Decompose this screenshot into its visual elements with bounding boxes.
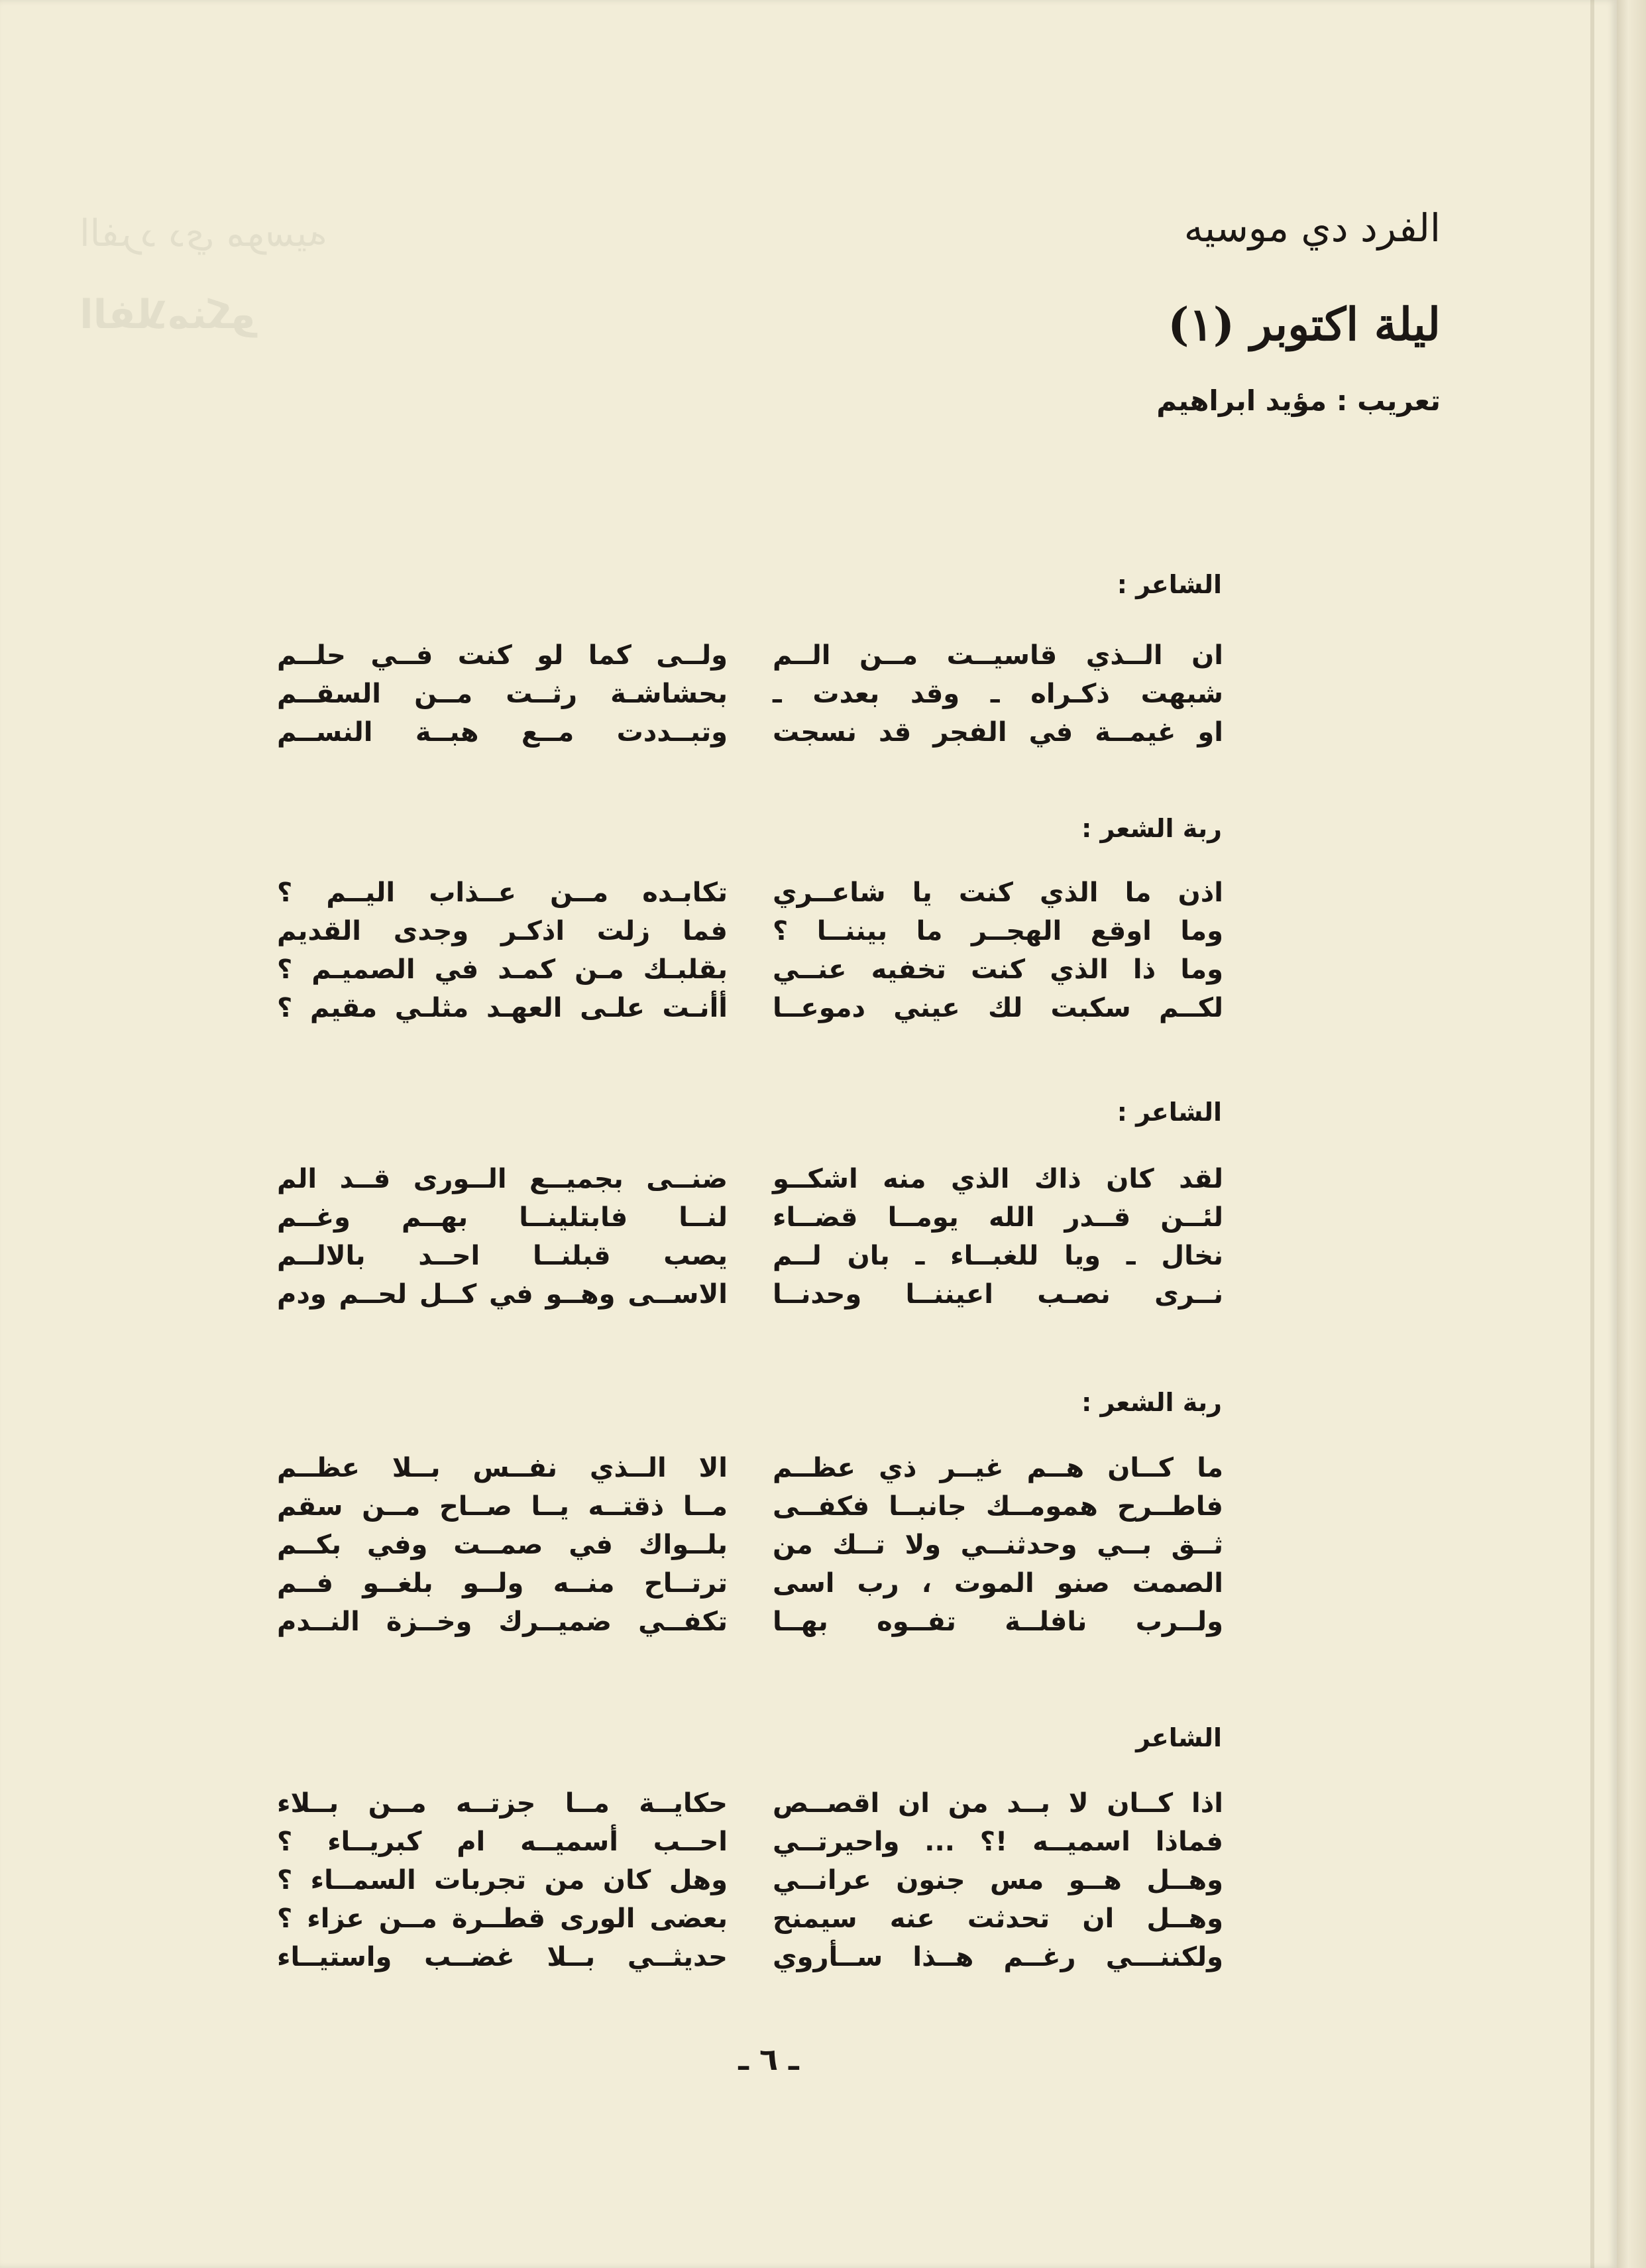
page-edge-line xyxy=(1590,0,1594,2268)
speaker-label: ربة الشعر : xyxy=(1081,1388,1222,1417)
verse-line: وتبــددت مــع هبــة النســم xyxy=(277,717,728,748)
poem-author: الفرد دي موسيه xyxy=(1183,205,1441,251)
verse-line: ثــق بــي وحدثنــي ولا تــك من xyxy=(773,1530,1223,1560)
stanza-right xyxy=(773,1784,1223,1976)
stanza-left xyxy=(277,636,728,752)
translator-credit: تعريب : مؤيد ابراهيم xyxy=(1156,384,1441,417)
verse-line: او غيمــة في الفجر قد نسجت xyxy=(773,717,1223,748)
verse-line: تكابـده مــن عــذاب اليــم ؟ xyxy=(277,878,728,908)
verse-line: ضنــى بجميــع الــورى قــد الم xyxy=(277,1164,728,1194)
verse-line: فما زلت اذكـر وجدى القديم xyxy=(277,916,728,946)
stanza-right xyxy=(773,874,1223,1027)
speaker-label: الشاعر : xyxy=(1117,570,1222,599)
page-number: ـ ٦ ـ xyxy=(738,2041,799,2077)
verse-line: اذن ما الذي كنت يا شاعــري xyxy=(773,878,1223,908)
verse-line: يصب قبلنــا احــد بالالــم xyxy=(277,1241,728,1271)
verse-line: لقد كان ذاك الذي منه اشكــو xyxy=(773,1164,1223,1194)
speaker-label: الشاعر : xyxy=(1117,1098,1222,1127)
verse-line: وما اوقع الهجــر ما بيننــا ؟ xyxy=(773,916,1223,946)
stanza-right xyxy=(773,1160,1223,1314)
stanza-left xyxy=(277,1160,728,1314)
verse-line: ولــى كما لو كنت فــي حلــم xyxy=(277,640,728,671)
speaker-label: ربة الشعر : xyxy=(1081,814,1222,843)
verse-line: بلــواك في صمــت وفي بكــم xyxy=(277,1530,728,1560)
verse-line: لنــا فابتلينــا بهــم وغــم xyxy=(277,1202,728,1233)
stanza-left xyxy=(277,1784,728,1976)
verse-line: حديثــي بــلا غضــب واستيــاء xyxy=(277,1942,728,1972)
verse-line: الا الــذي نفــس بــلا عظــم xyxy=(277,1453,728,1483)
verse-line: الصمت صنو الموت ، رب اسى xyxy=(773,1568,1223,1599)
verse-line: مــا ذقتــه يــا صــاح مــن سقم xyxy=(277,1491,728,1522)
stanza-left xyxy=(277,1449,728,1641)
verse-line: بقلبـك مـن كمـد في الصميـم ؟ xyxy=(277,954,728,985)
poem-title: ليلة اكتوبر (١) xyxy=(1168,298,1441,351)
verse-line: ترتــاح منــه ولــو بلغــو فــم xyxy=(277,1568,728,1599)
page-edge-stack xyxy=(1617,0,1646,2268)
verse-line: ولــرب نافلــة تفــوه بهــا xyxy=(773,1607,1223,1637)
verse-line: شبهت ذكـراه ـ وقد بعدت ـ xyxy=(773,679,1223,709)
verse-line: نــرى نصـب اعيننــا وحدنــا xyxy=(773,1279,1223,1310)
verse-line: لكــم سكبت لك عيني دموعــا xyxy=(773,993,1223,1023)
verse-line: حكايــة مــا جزتــه مــن بــلاء xyxy=(277,1788,728,1819)
verse-line: وهــل هــو مس جنون عرانــي xyxy=(773,1865,1223,1896)
bleed-through-author: الفرد دي موسيه xyxy=(80,212,327,255)
verse-line: لئــن قــدر الله يومــا قضــاء xyxy=(773,1202,1223,1233)
verse-line: بحشاشـة رثــت مــن السقــم xyxy=(277,679,728,709)
verse-line: وهل كان من تجربات السمــاء ؟ xyxy=(277,1865,728,1896)
bleed-through-title: الفلامنكو xyxy=(80,292,256,338)
speaker-label: الشاعر xyxy=(1136,1723,1222,1752)
verse-line: تكفــي ضميــرك وخــزة النــدم xyxy=(277,1607,728,1637)
verse-line: اذا كــان لا بــد من ان اقصــص xyxy=(773,1788,1223,1819)
verse-line: فاطــرح همومــك جانبــا فكفــى xyxy=(773,1491,1223,1522)
verse-line: الاســى وهــو في كــل لحــم ودم xyxy=(277,1279,728,1310)
verse-line: أأنـت علـى العهـد مثلـي مقيم ؟ xyxy=(277,993,728,1023)
verse-line: بعضى الورى قطــرة مــن عزاء ؟ xyxy=(277,1903,728,1934)
verse-line: فماذا اسميــه !؟ ... واحيرتــي xyxy=(773,1827,1223,1857)
verse-line: ولكننـــي رغــم هــذا ســأروي xyxy=(773,1942,1223,1972)
verse-line: وما ذا الذي كنت تخفيه عنــي xyxy=(773,954,1223,985)
stanza-right xyxy=(773,636,1223,752)
verse-line: وهــل ان تحدثت عنه سيمنح xyxy=(773,1903,1223,1934)
stanza-left xyxy=(277,874,728,1027)
verse-line: نخال ـ ويا للغبــاء ـ بان لــم xyxy=(773,1241,1223,1271)
stanza-right xyxy=(773,1449,1223,1641)
verse-line: ما كــان هــم غيــر ذي عظــم xyxy=(773,1453,1223,1483)
verse-line: احــب أسميــه ام كبريــاء ؟ xyxy=(277,1827,728,1857)
verse-line: ان الــذي قاسيــت مــن الــم xyxy=(773,640,1223,671)
